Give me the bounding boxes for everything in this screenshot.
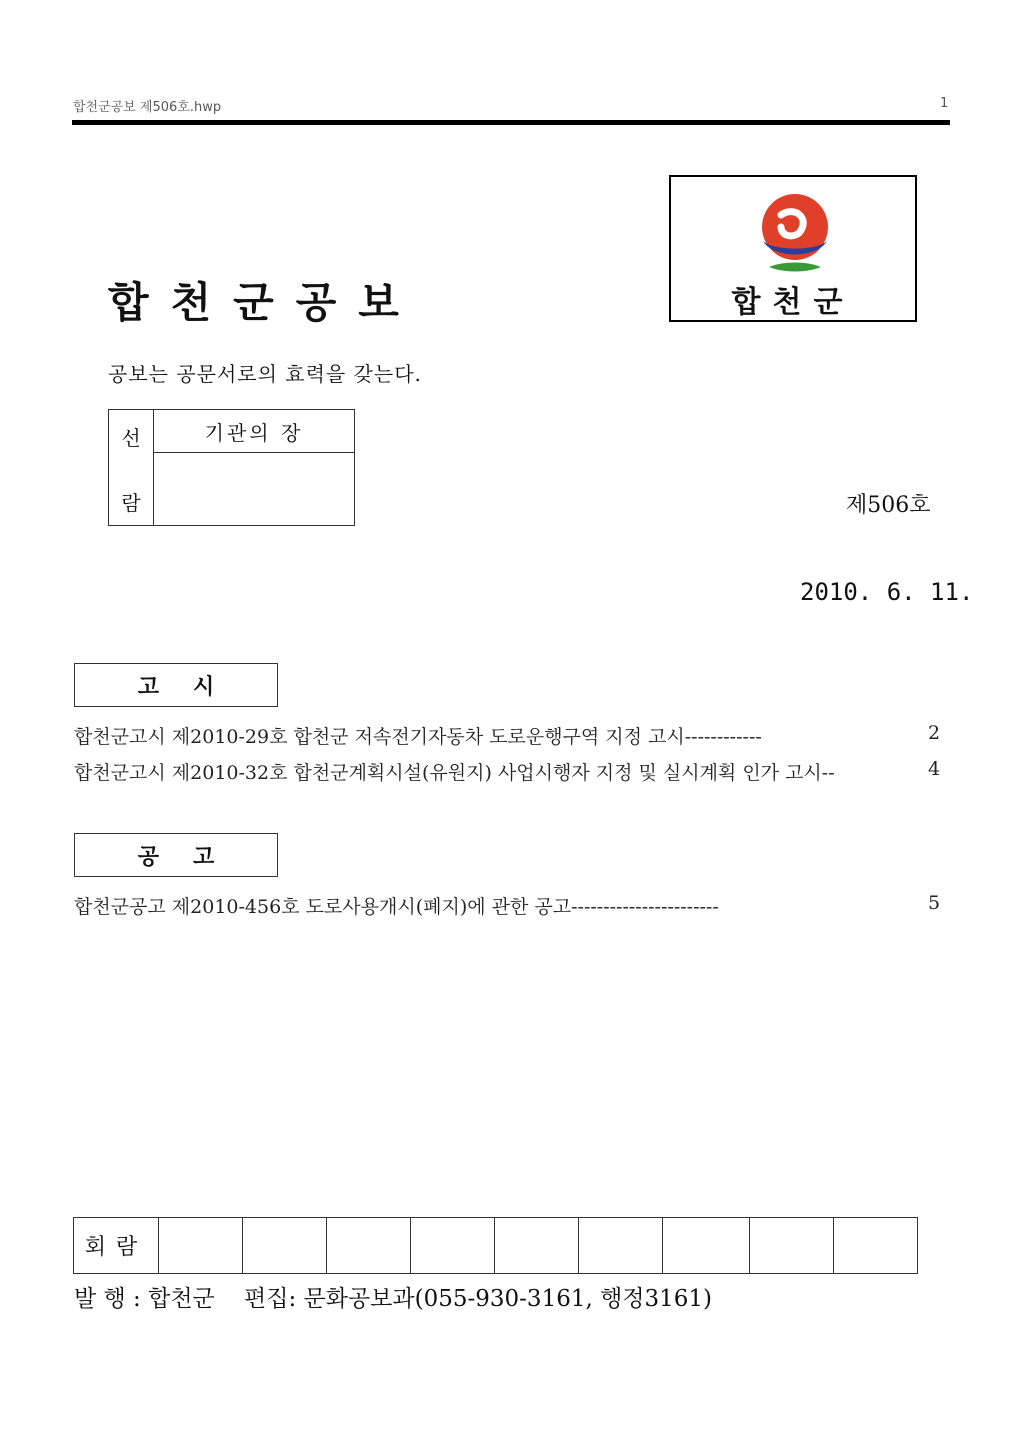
toc-entry-page: 2 [928,722,941,744]
subtitle: 공보는 공문서로의 효력을 갖는다. [108,362,422,386]
review-cell [327,1218,411,1274]
county-logo [669,175,917,322]
toc-entry-text[interactable]: 합천군고시 제2010-29호 합천군 저속전기자동차 도로운행구역 지정 고시------------ [74,726,762,748]
footer-editor: 편집: 문화공보과(055-930-3161, 행정3161) [244,1286,713,1312]
issue-number: 제506호 [846,493,931,518]
toc-entry-text[interactable]: 합천군공고 제2010-456호 도로사용개시(폐지)에 관한 공고----------------------- [74,896,719,918]
review-cell [495,1218,579,1274]
footer [74,1280,712,1313]
review-cell [243,1218,327,1274]
review-cell [750,1218,834,1274]
circulation-table [108,409,355,526]
logo-text: 합천군 [731,285,855,320]
circulation-label-top: 선 [121,426,141,450]
issue-date: 2010. 6. 11. [800,578,974,606]
toc-entry-page: 5 [928,892,941,914]
header-page-number: 1 [940,96,949,111]
header-rule [72,120,950,125]
circulation-label-bottom: 람 [121,491,141,515]
review-label: 회람 [74,1218,159,1274]
review-cell [159,1218,243,1274]
header-filename: 합천군공보 제506호.hwp [73,100,222,115]
toc-entry-page: 4 [928,758,941,780]
page-title: 합천군공보 [108,278,421,327]
logo-emblem-icon [755,189,835,277]
footer-publisher: 발 행 : 합천군 [74,1286,215,1312]
review-cell [411,1218,495,1274]
circulation-label [109,410,154,526]
review-cell [834,1218,918,1274]
review-table [73,1217,918,1274]
review-cell [663,1218,750,1274]
circulation-header: 기관의 장 [154,410,355,453]
review-cell [579,1218,663,1274]
circulation-sign-cell [154,453,355,526]
section-heading-announcement: 공고 [74,833,278,877]
toc-entry-text[interactable]: 합천군고시 제2010-32호 합천군계획시설(유원지) 사업시행자 지정 및 실시계획 인가 고시-- [74,762,835,784]
section-heading-notice: 고시 [74,663,278,707]
